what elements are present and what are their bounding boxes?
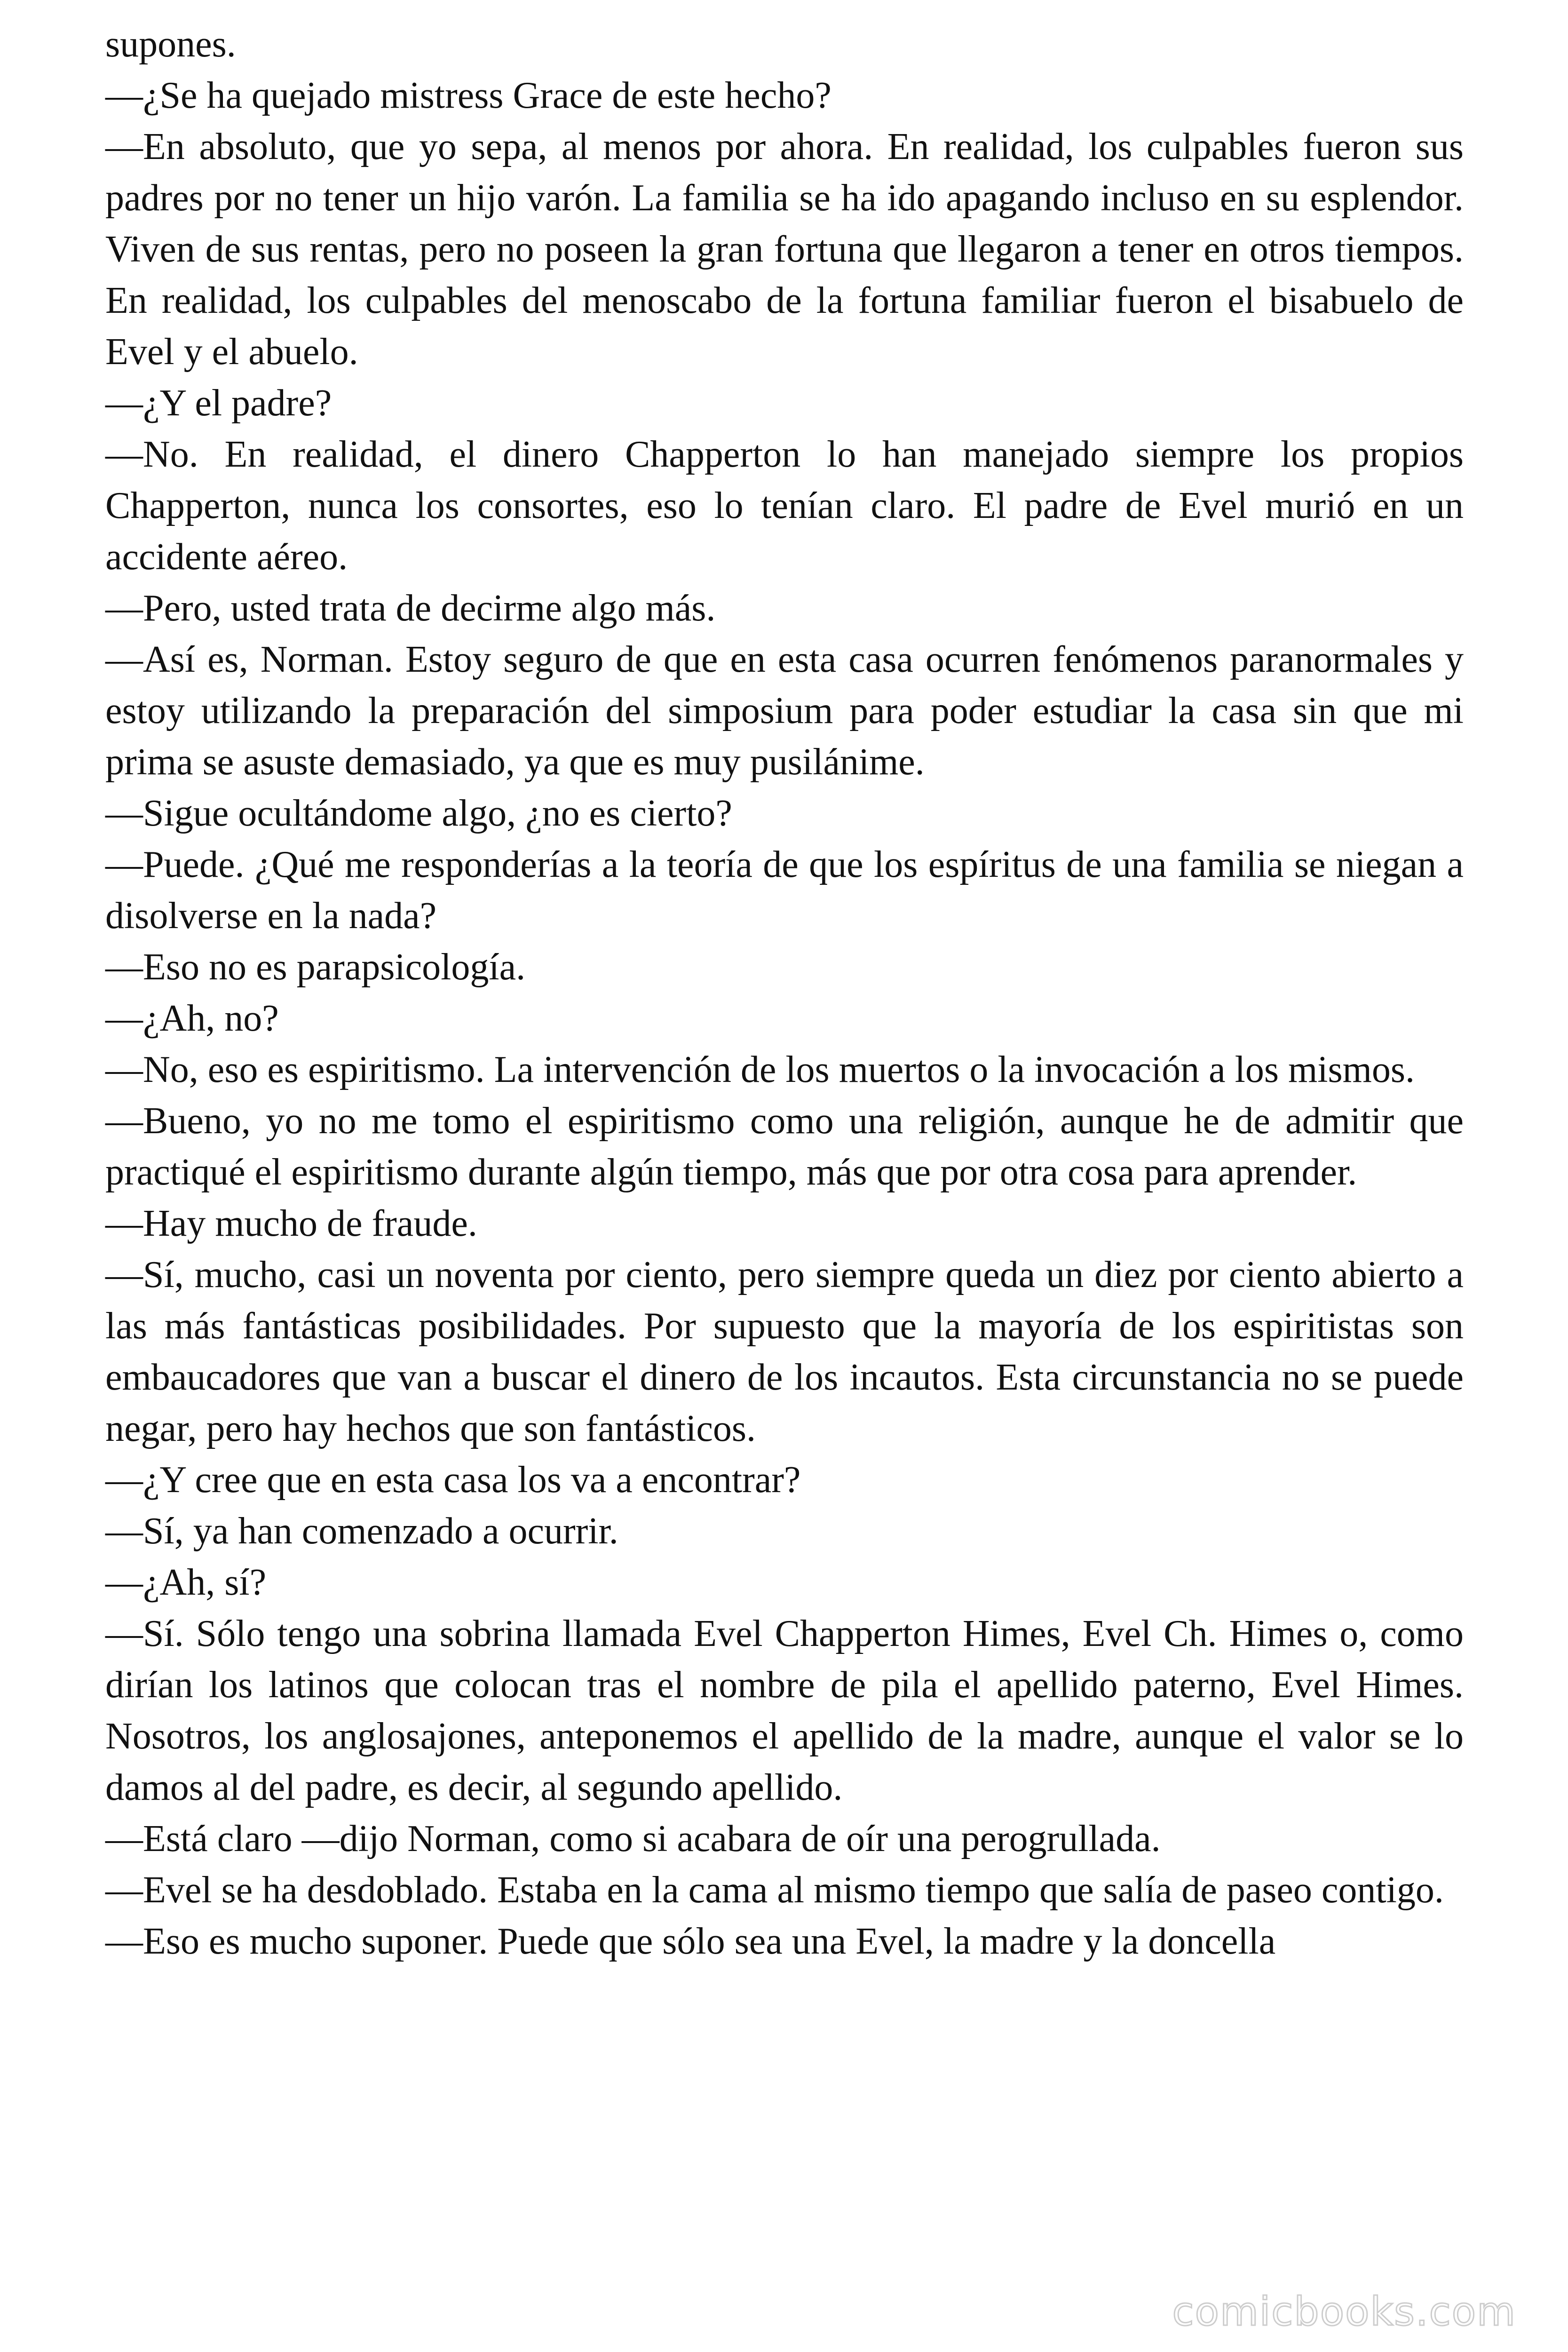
paragraph: —Sí. Sólo tengo una sobrina llamada Evel Chapperton Himes, Evel Ch. Himes o, como dirían los latinos que colocan tras el nombre de pila el apellido paterno, Evel Himes. Nosotros, los anglosajones, anteponemos el apellido de la madre, aunque el valor se lo damos al del padre, es decir, al segundo apellido. bbox=[105, 1613, 1464, 1808]
paragraph: —Bueno, yo no me tomo el espiritismo como una religión, aunque he de admitir que practiqué el espiritismo durante algún tiempo, más que por otra cosa para aprender. bbox=[105, 1100, 1464, 1193]
paragraph: —Pero, usted trata de decirme algo más. bbox=[105, 588, 716, 629]
paragraph: —Puede. ¿Qué me responderías a la teoría de que los espíritus de una familia se niegan a disolverse en la nada? bbox=[105, 844, 1464, 937]
text-body bbox=[105, 19, 1464, 1967]
paragraph: supones. bbox=[105, 24, 236, 65]
paragraph: —Hay mucho de fraude. bbox=[105, 1203, 477, 1244]
paragraph: —Sí, ya han comenzado a ocurrir. bbox=[105, 1510, 618, 1552]
paragraph: —Eso es mucho suponer. Puede que sólo sea una Evel, la madre y la doncella bbox=[105, 1921, 1276, 1962]
paragraph: —Así es, Norman. Estoy seguro de que en esta casa ocurren fenómenos paranormales y estoy utilizando la preparación del simposium para poder estudiar la casa sin que mi prima se asuste demasiado, ya que es muy pusilánime. bbox=[105, 639, 1464, 783]
paragraph: —No. En realidad, el dinero Chapperton lo han manejado siempre los propios Chapperton, nunca los consortes, eso lo tenían claro. El padre de Evel murió en un accidente aéreo. bbox=[105, 434, 1464, 578]
paragraph: —Sí, mucho, casi un noventa por ciento, pero siempre queda un diez por ciento abierto a las más fantásticas posibilidades. Por supuesto que la mayoría de los espiritistas son embaucadores que van a buscar el dinero de los incautos. Esta circunstancia no se puede negar, pero hay hechos que son fantásticos. bbox=[105, 1254, 1464, 1449]
paragraph: —¿Se ha quejado mistress Grace de este hecho? bbox=[105, 75, 832, 116]
paragraph: —Evel se ha desdoblado. Estaba en la cama al mismo tiempo que salía de paseo contigo. bbox=[105, 1869, 1444, 1911]
paragraph: —¿Ah, no? bbox=[105, 998, 279, 1039]
paragraph: —Está claro —dijo Norman, como si acabara de oír una perogrullada. bbox=[105, 1818, 1161, 1859]
paragraph: —En absoluto, que yo sepa, al menos por ahora. En realidad, los culpables fueron sus padres por no tener un hijo varón. La familia se ha ido apagando incluso en su esplendor. Viven de sus rentas, pero no poseen la gran fortuna que llegaron a tener en otros tiempos. En realidad, los culpables del menoscabo de la fortuna familiar fueron el bisabuelo de Evel y el abuelo. bbox=[105, 126, 1464, 373]
paragraph: —¿Y el padre? bbox=[105, 382, 332, 424]
paragraph: —¿Ah, sí? bbox=[105, 1562, 267, 1603]
paragraph: —Eso no es parapsicología. bbox=[105, 946, 526, 988]
paragraph: —¿Y cree que en esta casa los va a encontrar? bbox=[105, 1459, 801, 1501]
paragraph: —Sigue ocultándome algo, ¿no es cierto? bbox=[105, 793, 732, 834]
paragraph: —No, eso es espiritismo. La intervención de los muertos o la invocación a los mismos. bbox=[105, 1049, 1415, 1090]
watermark-text: comicbooks.com bbox=[1172, 2288, 1516, 2335]
